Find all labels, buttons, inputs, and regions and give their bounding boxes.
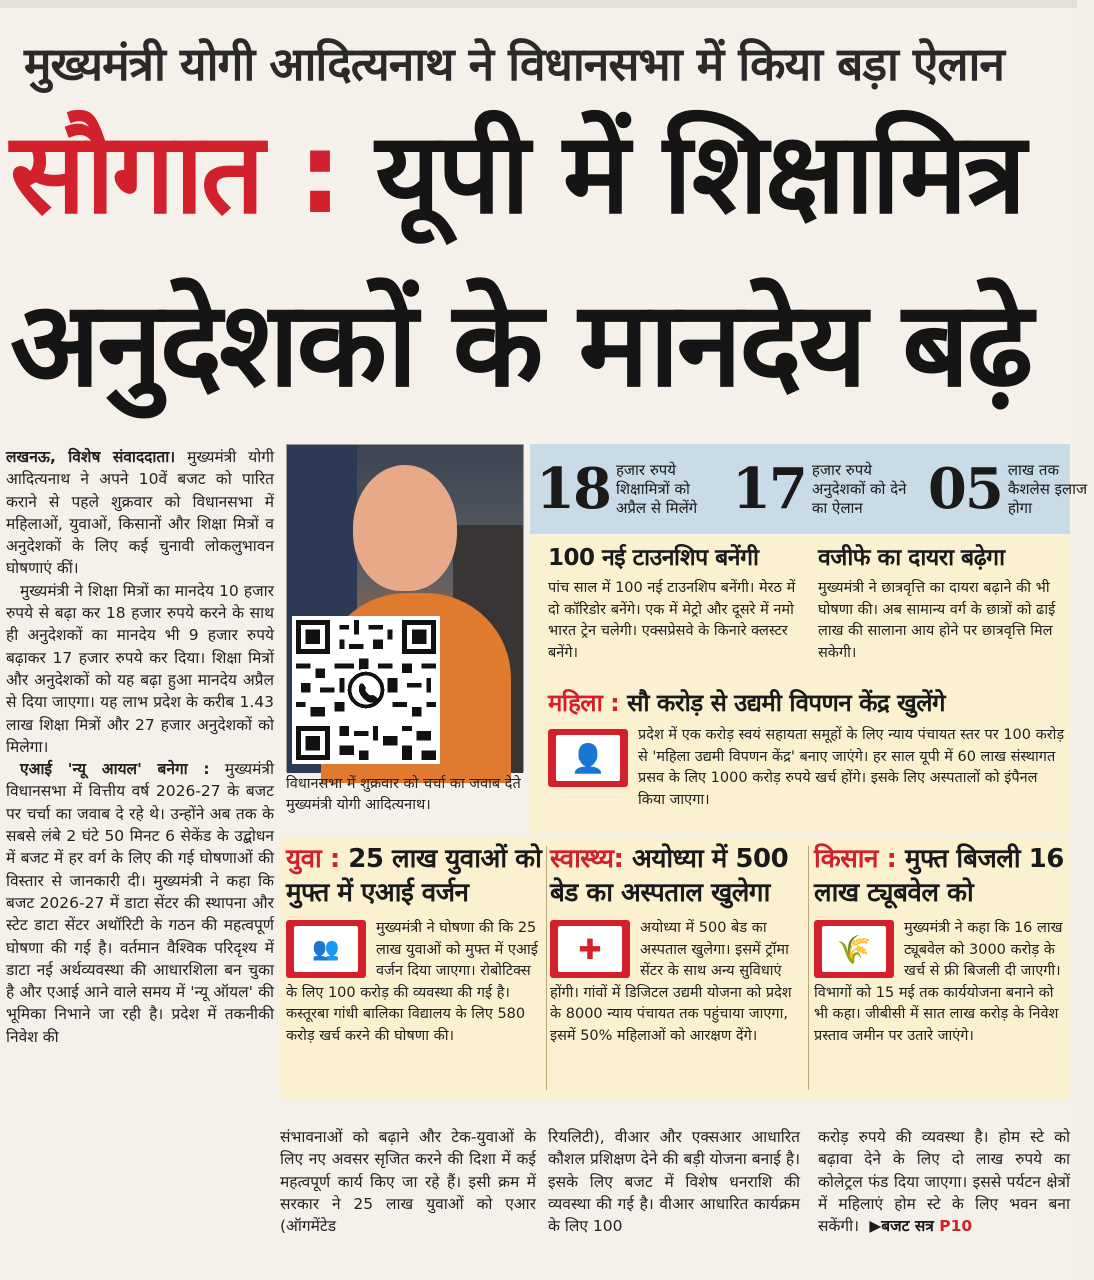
township-title: 100 नई टाउनशिप बनेंगी (548, 545, 759, 571)
scholarship-box (818, 540, 1068, 664)
youth-text: मुख्यमंत्री ने घोषणा की कि 25 लाख युवाओं को मुफ्त में एआई वर्जन दिया जाएगा। रोबोटिक्स के लिए 100 करोड़ की व्यवस्था की गई है। कस्तूरबा गांधी बालिका विद्यालय के लिए 580 करोड़ खर्च करने की घोषणा की। (286, 920, 538, 1044)
main-headline-line1 (10, 109, 1070, 239)
bottom-column-2: रियलिटी), वीआर और एक्सआर आधारित कौशल प्रशिक्षण देने की बड़ी योजना बनाई है। इसके लिए बजट में विशेष धनराशि की व्यवस्था की गई है। वीआर आधारित कार्यक्रम के लिए 100 (548, 1128, 800, 1236)
headline-red-part: सौगात : (10, 109, 340, 239)
farmers-title (814, 842, 1070, 910)
stat-anudeshak (726, 449, 914, 529)
farmers-text: मुख्यमंत्री ने कहा कि 16 लाख ट्यूबवेल को 3000 करोड़ के खर्च से फ्री बिजली दी जाएगी। विभागों को 15 मई तक कार्ययोजना बनाने को भी कहा। जीबीसी में सात लाख करोड़ के निवेश प्रस्ताव जमीन पर उतारे जाएंगे। (814, 920, 1063, 1044)
farmer-icon: 🌾 (814, 920, 894, 978)
article-para-2: मुख्यमंत्री ने शिक्षा मित्रों का मानदेय 10 हजार रुपये से बढ़ा कर 18 हजार रुपये करने के साथ ही अनुदेशकों का मानदेय भी 9 हजार रुपये बढ़ाकर 17 हजार रुपये कर दिया। शिक्षा मित्रों और अनुदेशकों को यह बढ़ा हुआ मानदेय अप्रैल से दिया जाएगा। यह लाभ प्रदेश के करीब 1.43 लाख शिक्षा मित्रों और 27 हजार अनुदेशकों को मिलेगा। (6, 581, 274, 756)
article-para-3: मुख्यमंत्री विधानसभा में वित्तीय वर्ष 2026-27 के बजट पर चर्चा का जवाब दे रहे थे। उन्होंने अब तक के सबसे लंबे 2 घंटे 50 मिनट 6 सेकेंड के उद्बोधन में बजट में हर वर्ग के लिए की गई घोषणाओं की विस्तार से जानकारी दी। मुख्यमंत्री ने कहा कि बजट 2026-27 में डाटा सेंटर की स्थापना और स्टेट डाटा सेंटर अथॉरिटी के गठन की महत्वपूर्ण घोषणा की गई है। वर्तमान वैश्विक परिदृश्य में डाटा नई अर्थव्यवस्था की आधारशिला बन चुका है और एआई आने वाले समय में 'न्यू ऑयल' की भूमिका निभाने जा रही है। प्रदेश में तकनीकी निवेश की (6, 760, 275, 1046)
women-title (548, 686, 1068, 719)
women-box (548, 686, 1068, 811)
top-strip (0, 0, 1077, 8)
youth-title-text: 25 लाख युवाओं को मुफ्त में एआई वर्जन (286, 844, 542, 908)
stat-label: लाख तक कैशलेस इलाज होगा (1007, 460, 1088, 517)
kicker-headline: मुख्यमंत्री योगी आदित्यनाथ ने विधानसभा में किया बड़ा ऐलान (24, 37, 1004, 91)
women-title-red: महिला : (548, 689, 620, 717)
arrow-right-icon: ▶ (869, 1217, 882, 1236)
stat-number: 05 (927, 456, 1002, 522)
youth-title-red: युवा : (286, 844, 340, 874)
stat-label: हजार रुपये शिक्षामित्रों को अप्रैल से मिलेंगे (615, 460, 698, 517)
farmers-title-text: मुफ्त बिजली 16 लाख ट्यूबवेल को (814, 844, 1064, 908)
continued-label: बजट सत्र (881, 1217, 934, 1236)
women-title-text: सौ करोड़ से उद्यमी विपणन केंद्र खुलेंगे (619, 689, 946, 717)
medical-kit-icon: ✚ (550, 920, 630, 978)
bottom-column-1: संभावनाओं को बढ़ाने और टेक-युवाओं के लिए नए अवसर सृजित करने की दिशा में कई महत्वपूर्ण कार्य किए जा रहे हैं। इसी क्रम में सरकार ने 25 लाख युवाओं को एआर (ऑगमेंटेड (280, 1128, 536, 1236)
dateline: लखनऊ, विशेष संवाददाता। (6, 448, 176, 466)
column-divider (808, 846, 809, 1090)
health-title-text: अयोध्या में 500 बेड का अस्पताल खुलेगा (550, 844, 789, 908)
woman-icon: 👤 (548, 729, 628, 787)
youth-title (286, 842, 542, 910)
youth-box (286, 842, 542, 1047)
bottom-column-3 (818, 1126, 1070, 1237)
stat-number: 17 (731, 456, 806, 522)
stat-cashless (922, 449, 1094, 529)
township-text: पांच साल में 100 नई टाउनशिप बनेंगी। मेरठ में दो कॉरिडोर बनेंगे। एक में मेट्रो और दूसरे में नमो भारत ट्रेन चलेगी। एक्सप्रेसवे के किनारे क्लस्टर बनेंगे। (548, 580, 796, 661)
subhead-ai: एआई 'न्यू आयल' बनेगा : (20, 760, 210, 779)
photo-face (353, 465, 457, 591)
stat-number: 18 (536, 456, 610, 522)
scholarship-text: मुख्यमंत्री ने छात्रवृत्ति का दायरा बढ़ाने की भी घोषणा की। अब सामान्य वर्ग के छात्रों को ढाई लाख की सालाना आय होने पर छात्रवृत्ति मिल सकेगी। (818, 580, 1056, 661)
farmers-title-red: किसान : (814, 844, 897, 874)
article-para-1: मुख्यमंत्री योगी आदित्यनाथ ने अपने 10वें बजट को पारित कराने से पहले शुक्रवार को विधानसभा में महिलाओं, युवाओं, किसानों और शिक्षा मित्रों व अनुदेशकों के लिए कई चुनावी लोकलुभावन घोषणाएं कीं। (6, 448, 274, 578)
health-box (550, 842, 800, 1047)
headline-black-part: यूपी में शिक्षामित्र (339, 109, 1024, 239)
health-title (550, 842, 800, 910)
farmers-box (814, 842, 1070, 1047)
main-headline-line2: अनुदेशकों के मानदेय बढ़े (10, 275, 1031, 413)
column-divider (546, 846, 547, 1090)
left-article-column (6, 446, 274, 1276)
stats-bar (530, 444, 1088, 534)
continued-page: P10 (939, 1217, 973, 1236)
township-box (548, 540, 808, 664)
youth-group-icon: 👥 (286, 920, 366, 978)
stat-shikshamitra (530, 449, 718, 529)
scholarship-title: वजीफे का दायरा बढ़ेगा (818, 545, 1005, 571)
photo-caption: विधानसभा में शुक्रवार को चर्चा का जवाब देते मुख्यमंत्री योगी आदित्यनाथ। (286, 776, 521, 813)
stat-label: हजार रुपये अनुदेशकों को देने का ऐलान (811, 460, 907, 517)
bottom-column-3-text: करोड़ रुपये की व्यवस्था है। होम स्टे को बढ़ावा देने के लिए दो लाख रुपये का कोलेट्रल फंड दिया जाएगा। इससे पर्यटन क्षेत्रों में महिलाएं होम स्टे के लिए भवन बना सकेंगी। (818, 1128, 1070, 1236)
health-title-red: स्वास्थ्य: (550, 844, 624, 874)
whatsapp-qr-code-icon[interactable] (292, 616, 440, 764)
women-text: प्रदेश में एक करोड़ स्वयं सहायता समूहों के लिए न्याय पंचायत स्तर पर 100 करोड़ से 'महिला उद्यमी विपणन केंद्र' बनाए जाएंगे। हर साल यूपी में 60 लाख संस्थागत प्रसव के लिए 1000 करोड़ रुपये खर्च होंगे। इसके लिए अस्पतालों को इंपैनल किया जाएगा। (638, 727, 1065, 808)
health-text: अयोध्या में 500 बेड का अस्पताल खुलेगा। इसमें ट्रॉमा सेंटर के साथ अन्य सुविधाएं होंगी। गांवों में डिजिटल उद्यमी योजना को प्रदेश के 8000 न्याय पंचायत तक पहुंचाया जाएगा, इसमें 50% महिलाओं को आरक्षण देंगे। (550, 920, 792, 1044)
continued-link[interactable] (864, 1217, 972, 1235)
